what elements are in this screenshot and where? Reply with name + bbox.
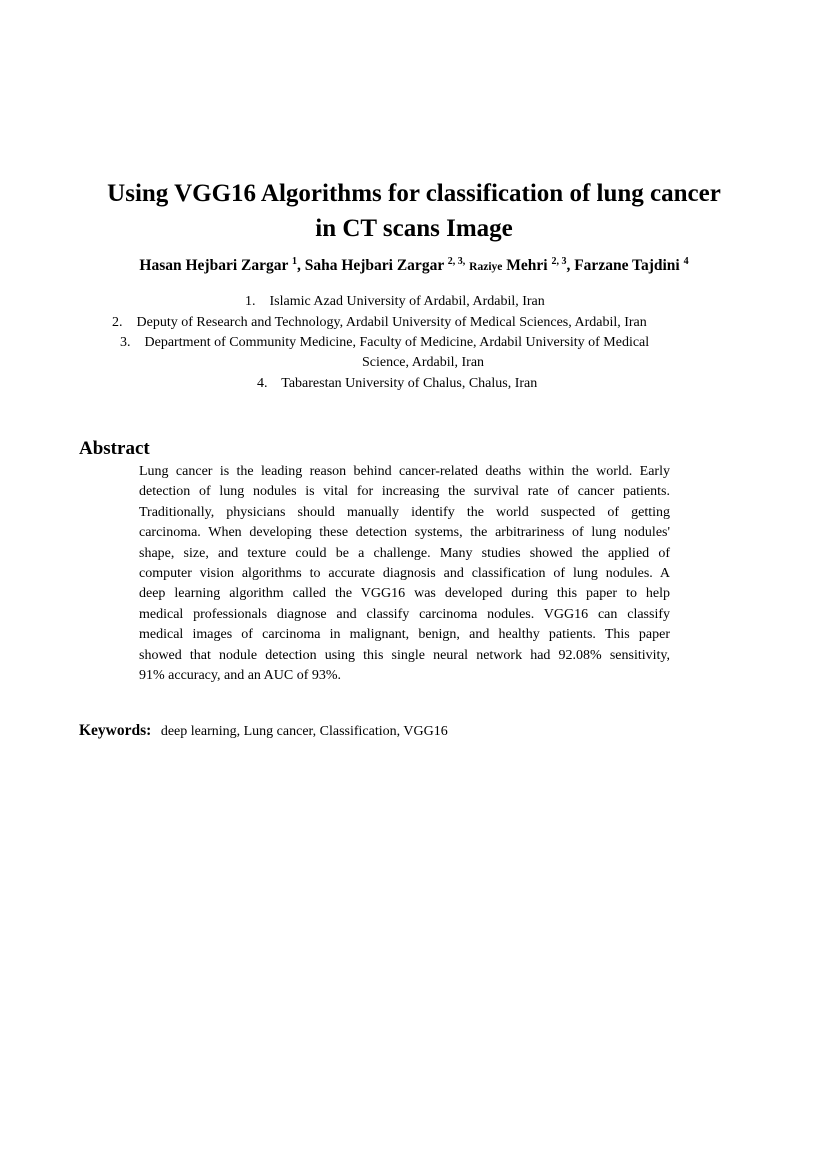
affiliation-number: 3. <box>120 335 131 350</box>
keywords-label: Keywords: <box>79 722 152 739</box>
keywords <box>79 722 448 740</box>
title-line-2: in CT scans Image <box>315 215 513 242</box>
affiliation-3 <box>120 333 649 353</box>
affiliation-number: 1. <box>245 294 256 309</box>
abstract-line: showed that nodule detection using this single neural network had 92.08% sensitivity, <box>139 647 670 663</box>
author-1-name: Hasan Hejbari Zargar <box>139 257 289 274</box>
author-3-last-name: Mehri <box>502 257 548 274</box>
affiliation-number: 4. <box>257 376 268 391</box>
abstract-line: deep learning algorithm called the VGG16 was developed during this paper to help <box>139 586 670 602</box>
affiliation-text: Islamic Azad University of Ardabil, Ardabil, Iran <box>269 294 545 309</box>
abstract-line: 91% accuracy, and an AUC of 93%. <box>139 667 342 683</box>
author-4-affil: 4 <box>683 256 689 267</box>
abstract-line: Traditionally, physicians should manually identify the world suspected of getting <box>139 504 670 520</box>
keywords-text: deep learning, Lung cancer, Classification, VGG16 <box>160 724 448 739</box>
abstract-line: medical professionals diagnose and classify carcinoma nodules. VGG16 can classify <box>139 606 670 622</box>
author-separator: , <box>566 257 575 274</box>
affiliation-3-continuation: Science, Ardabil, Iran <box>361 355 485 370</box>
author-3-first-name: Raziye <box>469 261 503 273</box>
author-3-affil: 2, 3 <box>551 256 567 267</box>
abstract-body <box>139 462 670 686</box>
affiliation-number: 2. <box>112 315 123 330</box>
title-line-1: Using VGG16 Algorithms for classification of lung cancer <box>107 180 721 207</box>
affiliation-4 <box>257 374 537 394</box>
affiliation-text: Tabarestan University of Chalus, Chalus, Iran <box>281 376 538 391</box>
abstract-line: shape, size, and texture could be a challenge. Many studies showed the applied of <box>139 545 670 561</box>
author-2-name: Saha Hejbari Zargar <box>304 257 444 274</box>
affiliation-2 <box>112 313 647 333</box>
affiliation-1 <box>245 292 545 312</box>
abstract-line: Lung cancer is the leading reason behind cancer-related deaths within the world. Early <box>139 464 670 479</box>
author-2-affil: 2, 3, <box>447 256 466 267</box>
affiliation-text: Deputy of Research and Technology, Ardabil University of Medical Sciences, Ardabil, Iran <box>136 315 647 330</box>
author-4-name: Farzane Tajdini <box>574 257 680 274</box>
author-list <box>40 257 788 275</box>
abstract-line: computer vision algorithms to accurate diagnosis and classification of lung nodules. A <box>139 565 670 581</box>
abstract-line: detection of lung nodules is vital for increasing the survival rate of cancer patients. <box>139 484 670 500</box>
author-1-affil: 1 <box>291 256 297 267</box>
abstract-line: carcinoma. When developing these detection systems, the arbitrariness of lung nodules' <box>139 525 670 541</box>
abstract-line: medical images of carcinoma in malignant, benign, and healthy patients. This paper <box>139 627 670 643</box>
abstract-heading: Abstract <box>79 438 150 459</box>
paper-title <box>60 176 768 246</box>
affiliation-text: Department of Community Medicine, Faculty of Medicine, Ardabil University of Medical <box>144 335 650 350</box>
author-separator: , <box>296 257 305 274</box>
